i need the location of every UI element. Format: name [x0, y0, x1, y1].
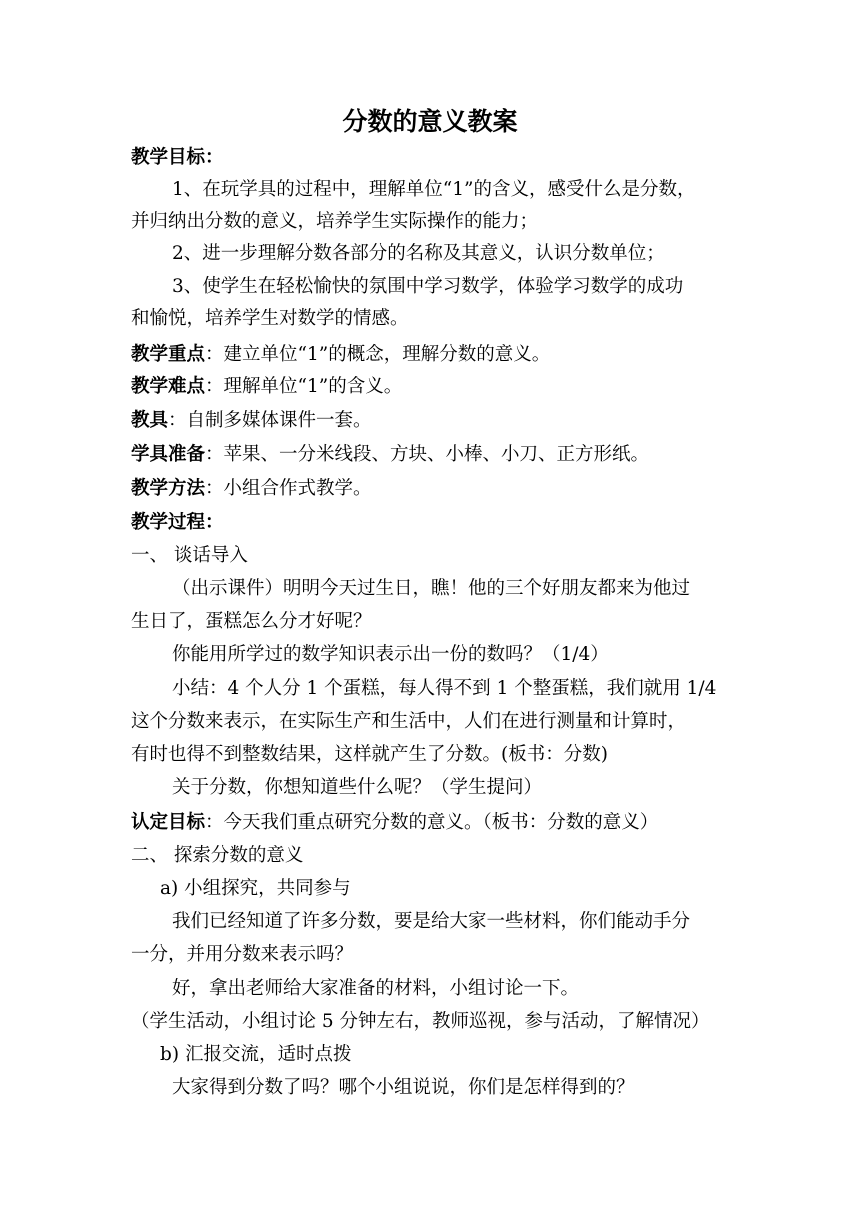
- intro-para-line-2: 生日了，蛋糕怎么分才好呢？: [131, 611, 372, 632]
- section-2-heading: 二、 探索分数的意义: [131, 845, 304, 866]
- document-title: 分数的意义教案: [342, 107, 518, 136]
- explore-para-line-2: 一分，并用分数来表示吗？: [131, 944, 354, 965]
- heading-teaching-process: [131, 508, 860, 538]
- goal-2: 2、进一步理解分数各部分的名称及其意义，认识分数单位；: [172, 243, 665, 264]
- difficulty-label: 教学难点: [131, 376, 206, 397]
- set-goal-label: 认定目标: [131, 812, 206, 833]
- goal-1-line-1: 1、在玩学具的过程中，理解单位“1”的含义，感受什么是分数，: [172, 179, 696, 200]
- teaching-key-point: 教学重点：建立单位“1”的概念，理解分数的意义。: [131, 344, 551, 365]
- student-activity-note: （学生活动，小组讨论 5 分钟左右，教师巡视，参与活动，了解情况）: [131, 1011, 710, 1032]
- teaching-aids: 教具：自制多媒体课件一套。: [131, 410, 372, 431]
- process-label: 教学过程：: [131, 512, 224, 533]
- key-point-label: 教学重点: [131, 344, 206, 365]
- aids-label: 教具: [131, 410, 169, 431]
- summary-line-2: 这个分数来表示，在实际生产和生活中，人们在进行测量和计算时，: [131, 711, 687, 732]
- intro-para-line-1: （出示课件）明明今天过生日，瞧！他的三个好朋友都来为他过: [172, 578, 691, 599]
- materials-instruction: 好，拿出老师给大家准备的材料，小组讨论一下。: [172, 978, 580, 999]
- question-line: 你能用所学过的数学知识表示出一份的数吗？（1/4）: [172, 644, 609, 665]
- heading-label: 教学目标：: [131, 147, 224, 168]
- learning-materials: 学具准备：苹果、一分米线段、方块、小棒、小刀、正方形纸。: [131, 444, 650, 465]
- goal-3-line-1: 3、使学生在轻松愉快的氛围中学习数学，体验学习数学的成功: [172, 276, 684, 297]
- about-fractions-line: 关于分数，你想知道些什么呢？（学生提问）: [172, 777, 543, 798]
- method-label: 教学方法: [131, 478, 206, 499]
- summary-line-1: 小结：4 个人分 1 个蛋糕，每人得不到 1 个整蛋糕，我们就用 1/4: [172, 678, 717, 699]
- subsection-b-heading: b) 汇报交流，适时点拨: [160, 1044, 352, 1065]
- materials-label: 学具准备: [131, 444, 206, 465]
- goal-3-line-2: 和愉悦，培养学生对数学的情感。: [131, 308, 409, 329]
- report-question: 大家得到分数了吗？哪个小组说说，你们是怎样得到的？: [172, 1077, 635, 1098]
- set-goal-line: 认定目标：今天我们重点研究分数的意义。（板书：分数的意义）: [131, 812, 659, 833]
- explore-para-line-1: 我们已经知道了许多分数，要是给大家一些材料，你们能动手分: [172, 911, 691, 932]
- goal-1-line-2: 并归纳出分数的意义，培养学生实际操作的能力；: [131, 211, 539, 232]
- heading-teaching-goals: [131, 143, 860, 173]
- teaching-method: 教学方法：小组合作式教学。: [131, 478, 372, 499]
- section-1-heading: 一、 谈话导入: [131, 545, 248, 566]
- summary-line-3: 有时也得不到整数结果，这样就产生了分数。(板书：分数): [131, 744, 608, 765]
- teaching-difficulty: 教学难点：理解单位“1”的含义。: [131, 376, 403, 397]
- subsection-a-heading: a) 小组探究，共同参与: [160, 878, 351, 899]
